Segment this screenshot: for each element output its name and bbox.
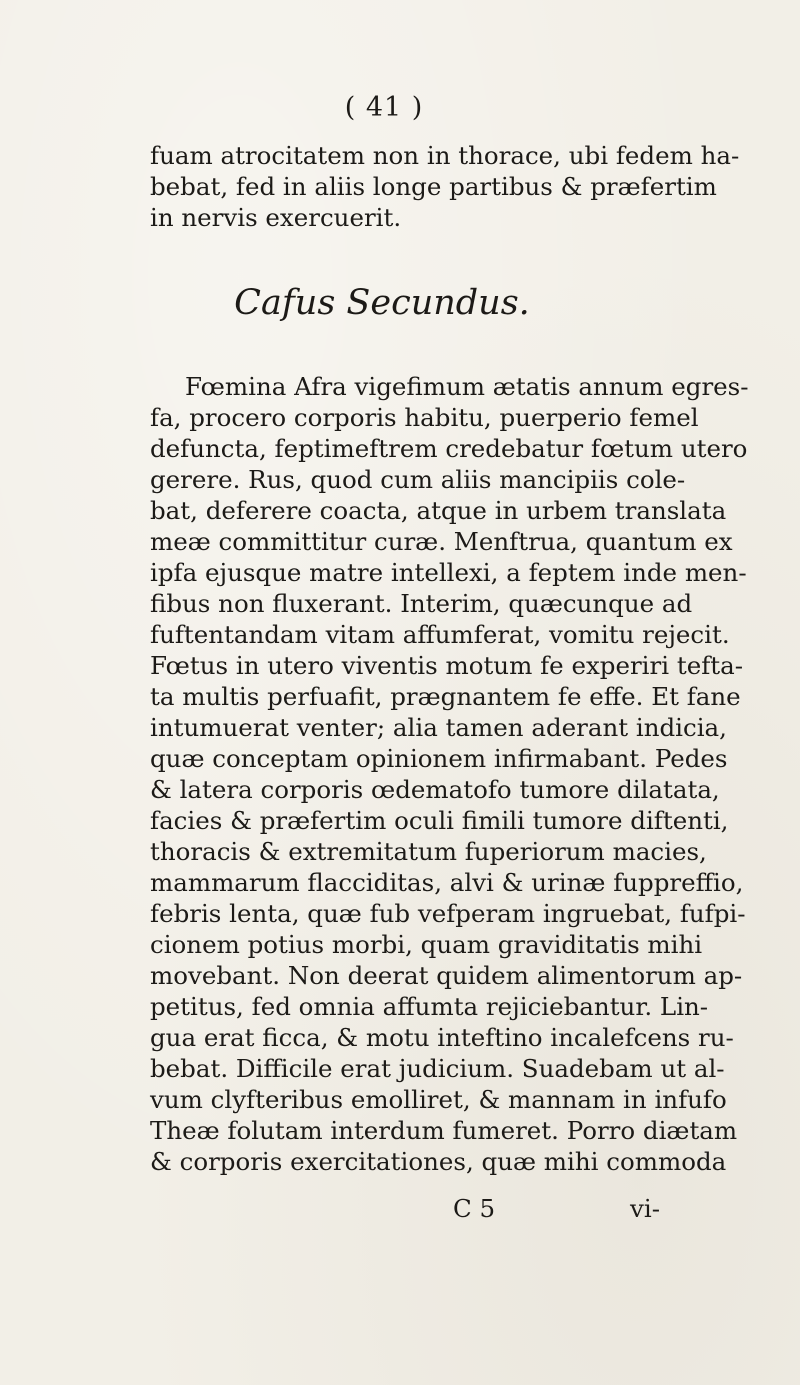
- text-line: fuam atrocitatem non in thorace, ubi fedem ha-: [150, 141, 740, 170]
- text-line: bebat. Difficile erat judicium. Suadebam ut al-: [150, 1054, 725, 1083]
- text-line: Fœtus in utero viventis motum fe experiri tefta-: [150, 651, 743, 680]
- text-line: facies & præfertim oculi fimili tumore diftenti,: [150, 806, 729, 835]
- text-line: Fœmina Afra vigefimum ætatis annum egres-: [185, 372, 749, 401]
- text-line: petitus, fed omnia affumta rejiciebantur. Lin-: [150, 992, 709, 1021]
- text-line: ta multis perfuafit, prægnantem fe effe. Et fane: [150, 682, 741, 711]
- intro-paragraph: [150, 140, 740, 233]
- text-line: fuftentandam vitam affumferat, vomitu rejecit.: [150, 620, 730, 649]
- text-line: & corporis exercitationes, quæ mihi commoda: [150, 1147, 727, 1176]
- catchword: vi-: [630, 1194, 660, 1223]
- text-line: fa, procero corporis habitu, puerperio femel: [150, 403, 699, 432]
- text-line: defuncta, feptimeftrem credebatur fœtum utero: [150, 434, 748, 463]
- text-line: in nervis exercuerit.: [150, 203, 402, 232]
- text-line: cionem potius morbi, quam graviditatis mihi: [150, 930, 703, 959]
- text-line: mammarum flacciditas, alvi & urinæ fuppreffio,: [150, 868, 744, 897]
- text-line: quæ conceptam opinionem infirmabant. Pedes: [150, 744, 728, 773]
- footer-line: [150, 1194, 660, 1226]
- text-line: & latera corporis œdematofo tumore dilatata,: [150, 775, 720, 804]
- text-line: meæ committitur curæ. Menftrua, quantum ex: [150, 527, 733, 556]
- text-line: bat, deferere coacta, atque in urbem translata: [150, 496, 727, 525]
- section-heading: Cafus Secundus.: [234, 283, 530, 323]
- text-line: vum clyfteribus emolliret, & mannam in infufo: [150, 1085, 727, 1114]
- main-paragraph: [150, 371, 749, 1177]
- text-line: fibus non fluxerant. Interim, quæcunque ad: [150, 589, 693, 618]
- text-line: movebant. Non deerat quidem alimentorum ap-: [150, 961, 743, 990]
- text-line: thoracis & extremitatum fuperiorum macies,: [150, 837, 707, 866]
- text-line: febris lenta, quæ fub vefperam ingruebat, fufpi-: [150, 899, 746, 928]
- text-line: intumuerat venter; alia tamen aderant indicia,: [150, 713, 727, 742]
- page-number: ( 41 ): [344, 92, 424, 123]
- text-line: gerere. Rus, quod cum aliis mancipiis cole-: [150, 465, 686, 494]
- signature-mark: C 5: [453, 1194, 496, 1223]
- text-line: gua erat ficca, & motu inteftino incalefcens ru-: [150, 1023, 734, 1052]
- text-line: Theæ folutam interdum fumeret. Porro diætam: [150, 1116, 738, 1145]
- text-line: ipfa ejusque matre intellexi, a feptem inde men-: [150, 558, 747, 587]
- text-line: bebat, fed in aliis longe partibus & præfertim: [150, 172, 717, 201]
